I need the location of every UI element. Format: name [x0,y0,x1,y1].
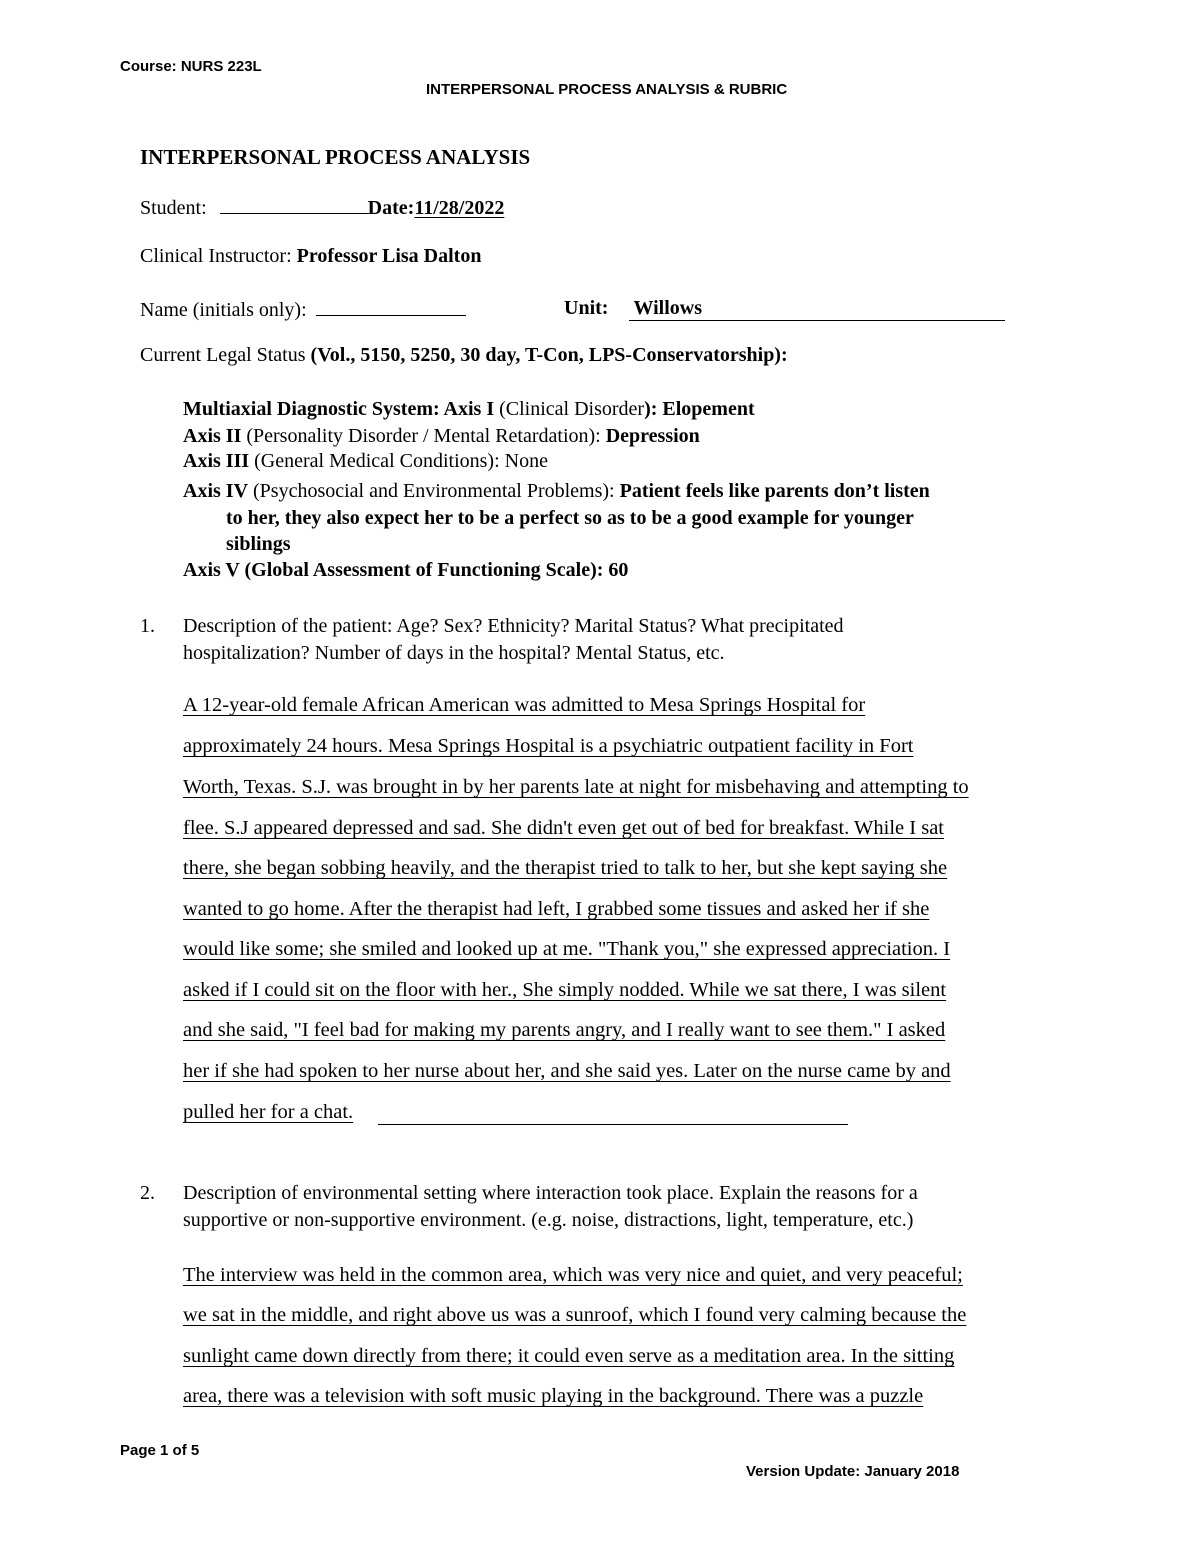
answer-line: her if she had spoken to her nurse about her, and she said yes. Later on the nurse came by and [183,1060,951,1082]
axis-3 [183,450,548,473]
date-value: 11/28/2022 [414,197,505,219]
answer-line: approximately 24 hours. Mesa Springs Hospital is a psychiatric outpatient facility in Fort [183,735,914,757]
axis-2-desc: (Personality Disorder / Mental Retardation): [241,425,606,447]
document-title: INTERPERSONAL PROCESS ANALYSIS & RUBRIC [426,81,788,98]
name-label: Name (initials only): [140,299,307,321]
unit-value: Willows [629,297,1005,321]
axis-2 [183,425,700,448]
student-row [140,195,504,220]
answer-line: would like some; she smiled and looked up at me. "Thank you," she expressed appreciation. I [183,938,951,960]
name-row [140,297,466,322]
axis-2-value: Depression [605,425,700,447]
student-label: Student: [140,197,207,219]
axis-4-desc: (Psychosocial and Environmental Problems): [248,480,620,502]
answer-line: there, she began sobbing heavily, and the therapist tried to talk to her, but she kept saying she [183,857,948,879]
question-1-number: 1. [140,615,155,637]
initials-field[interactable] [316,297,466,316]
answer-line: and she said, "I feel bad for making my parents angry, and I really want to see them." I asked [183,1019,946,1041]
answer-line: asked if I could sit on the floor with her., She simply nodded. While we sat there, I was silent [183,979,947,1001]
axis-3-label: Axis III [183,450,250,472]
answer-line: Worth, Texas. S.J. was brought in by her parents late at night for misbehaving and attempting to [183,776,969,798]
version-update: Version Update: January 2018 [746,1463,960,1480]
answer-line: A 12-year-old female African American was admitted to Mesa Springs Hospital for [183,694,866,716]
axis-4-value-line-2: to her, they also expect her to be a perfect so as to be a good example for younger [226,507,914,529]
axis-4-label: Axis IV [183,480,249,502]
legal-status-options: (Vol., 5150, 5250, 30 day, T-Con, LPS-Conservatorship): [310,344,788,366]
axis-4-value-line-3: siblings [226,533,291,555]
instructor-label: Clinical Instructor: [140,245,297,267]
question-2-prompt-line-1: Description of environmental setting where interaction took place. Explain the reasons for a [183,1182,918,1204]
answer-line: The interview was held in the common area, which was very nice and quiet, and very peaceful; [183,1264,963,1286]
axis-5: Axis V (Global Assessment of Functioning Scale): 60 [183,559,629,581]
answer-line: wanted to go home. After the therapist had left, I grabbed some tissues and asked her if she [183,898,930,920]
form-title: INTERPERSONAL PROCESS ANALYSIS [140,145,531,169]
axis-3-desc: (General Medical Conditions): None [249,450,548,472]
page-number: Page 1 of 5 [120,1442,200,1459]
axis-1-value: ): Elopement [644,398,755,420]
legal-status-row [140,344,788,367]
question-1-prompt-line-1: Description of the patient: Age? Sex? Ethnicity? Marital Status? What precipitated [183,615,844,637]
answer-line: we sat in the middle, and right above us was a sunroof, which I found very calming because the [183,1304,967,1326]
date-label: Date: [367,197,415,219]
answer-line: pulled her for a chat. [183,1101,354,1123]
unit-row [564,297,1005,321]
instructor-row [140,245,481,268]
answer-line: flee. S.J appeared depressed and sad. She didn't even get out of bed for breakfast. While I sat [183,817,944,839]
question-2-number: 2. [140,1182,155,1204]
axis-4 [183,480,930,503]
student-field[interactable] [220,195,368,214]
question-2-prompt-line-2: supportive or non-supportive environment. (e.g. noise, distractions, light, temperature, etc.) [183,1209,914,1231]
question-1-prompt-line-2: hospitalization? Number of days in the hospital? Mental Status, etc. [183,642,725,664]
unit-label: Unit: [564,297,609,319]
instructor-name: Professor Lisa Dalton [296,245,482,267]
course-label: Course: NURS 223L [120,58,262,75]
axis-2-label: Axis II [183,425,242,447]
axis-1 [183,398,755,421]
answer-line: area, there was a television with soft music playing in the background. There was a puzzle [183,1385,924,1407]
answer-line: sunlight came down directly from there; it could even serve as a meditation area. In the sitting [183,1345,955,1367]
legal-status-label: Current Legal Status [140,344,311,366]
axis-1-label: Multiaxial Diagnostic System: Axis I [183,398,495,420]
axis-1-desc: (Clinical Disorder [494,398,645,420]
answer-fill-line [378,1124,848,1125]
axis-4-value-line-1: Patient feels like parents don’t listen [619,480,930,502]
